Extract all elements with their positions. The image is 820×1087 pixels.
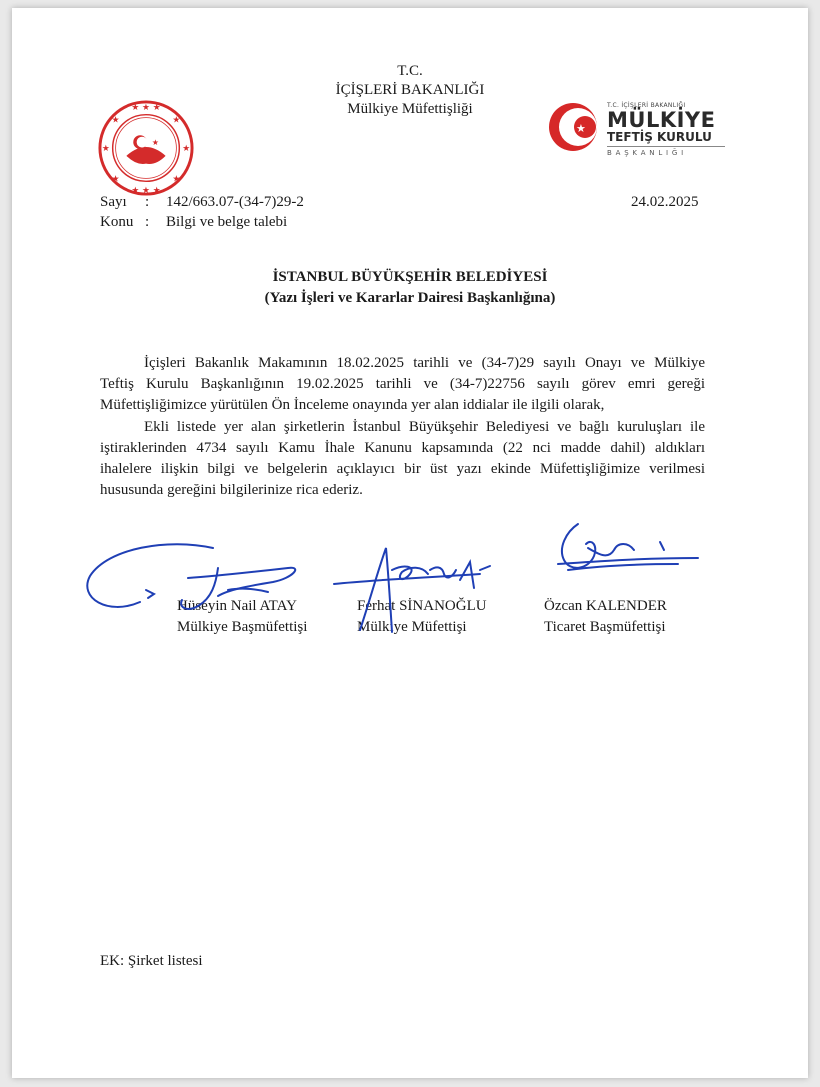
recipient-title: İSTANBUL BÜYÜKŞEHİR BELEDİYESİ bbox=[272, 269, 548, 285]
svg-text:★: ★ bbox=[151, 138, 159, 148]
signature-ink-1-icon bbox=[78, 528, 328, 628]
document-date: 24.02.2025 bbox=[631, 194, 699, 210]
signature-ink-2-icon bbox=[330, 540, 510, 640]
logo-divider bbox=[607, 146, 725, 147]
body-paragraph-1 bbox=[100, 353, 705, 416]
header-country: T.C. bbox=[397, 63, 423, 79]
attachment-note: EK: Şirket listesi bbox=[100, 953, 203, 969]
svg-text:★: ★ bbox=[172, 174, 181, 185]
paragraph-line: iştiraklerinden 4734 sayılı Kamu İhale Kanunu kapsamında (22 nci madde dahil) aldıkları bbox=[100, 440, 705, 456]
konu-value: Bilgi ve belge talebi bbox=[166, 214, 288, 230]
paragraph-line: İçişleri Bakanlık Makamının 18.02.2025 tarihli ve (34-7)29 sayılı Onayı ve Mülkiye bbox=[144, 355, 705, 371]
sayi-label: Sayı bbox=[100, 194, 127, 210]
logo-line3: BAŞKANLIĞI bbox=[607, 149, 687, 157]
header-ministry: İÇİŞLERİ BAKANLIĞI bbox=[335, 82, 485, 98]
paragraph-line: Müfettişliğimizce yürütülen Ön İnceleme onayında yer alan iddialar ile ilgili olarak, bbox=[100, 397, 605, 413]
svg-text:★: ★ bbox=[172, 115, 181, 126]
svg-text:★: ★ bbox=[576, 122, 586, 135]
signer-title: Ticaret Başmüfettişi bbox=[544, 619, 666, 635]
signer-title: Mülkiye Başmüfettişi bbox=[177, 619, 308, 635]
logo-line2: TEFTİŞ KURULU bbox=[607, 130, 712, 144]
svg-text:★ ★ ★: ★ ★ ★ bbox=[131, 102, 161, 113]
ministry-seal-icon bbox=[97, 99, 195, 197]
recipient-subtitle: (Yazı İşleri ve Kararlar Dairesi Başkanlığına) bbox=[264, 290, 556, 306]
signature-ink-3-icon bbox=[548, 520, 708, 590]
paragraph-line: hususunda gereğini bilgilerinize rica ederiz. bbox=[100, 482, 363, 498]
signature-block-3 bbox=[544, 596, 667, 638]
logo-line1: MÜLKİYE bbox=[607, 108, 716, 132]
paragraph-line: ihalelere ilişkin bilgi ve belgelerin açıklayıcı bir üst yazı ekinde Müfettişliğimize verilmesi bbox=[100, 461, 705, 477]
konu-label: Konu bbox=[100, 214, 134, 230]
signer-title: Mülkiye Müfettişi bbox=[357, 619, 467, 635]
svg-text:★: ★ bbox=[101, 143, 110, 154]
header-unit: Mülkiye Müfettişliği bbox=[347, 101, 473, 117]
signer-name: Hüseyin Nail ATAY bbox=[177, 598, 297, 614]
paragraph-line: Teftiş Kurulu Başkanlığının 19.02.2025 tarihli ve (34-7)22756 sayılı görev emri gereği bbox=[100, 376, 705, 392]
signer-name: Ferhat SİNANOĞLU bbox=[357, 598, 487, 614]
logo-small-text: T.C. İÇİŞLERİ BAKANLIĞI bbox=[607, 102, 686, 109]
signer-name: Özcan KALENDER bbox=[544, 598, 667, 614]
svg-text:★: ★ bbox=[111, 174, 120, 185]
svg-text:★: ★ bbox=[111, 115, 120, 126]
paragraph-line: Ekli listede yer alan şirketlerin İstanbul Büyükşehir Belediyesi ve bağlı kuruluşları ile bbox=[144, 419, 705, 435]
svg-text:★: ★ bbox=[182, 143, 191, 154]
sayi-value: 142/663.07-(34-7)29-2 bbox=[166, 194, 304, 210]
konu-separator: : bbox=[145, 214, 150, 230]
svg-text:★ ★ ★: ★ ★ ★ bbox=[131, 186, 161, 197]
body-paragraph-2 bbox=[100, 417, 705, 501]
sayi-separator: : bbox=[145, 194, 150, 210]
